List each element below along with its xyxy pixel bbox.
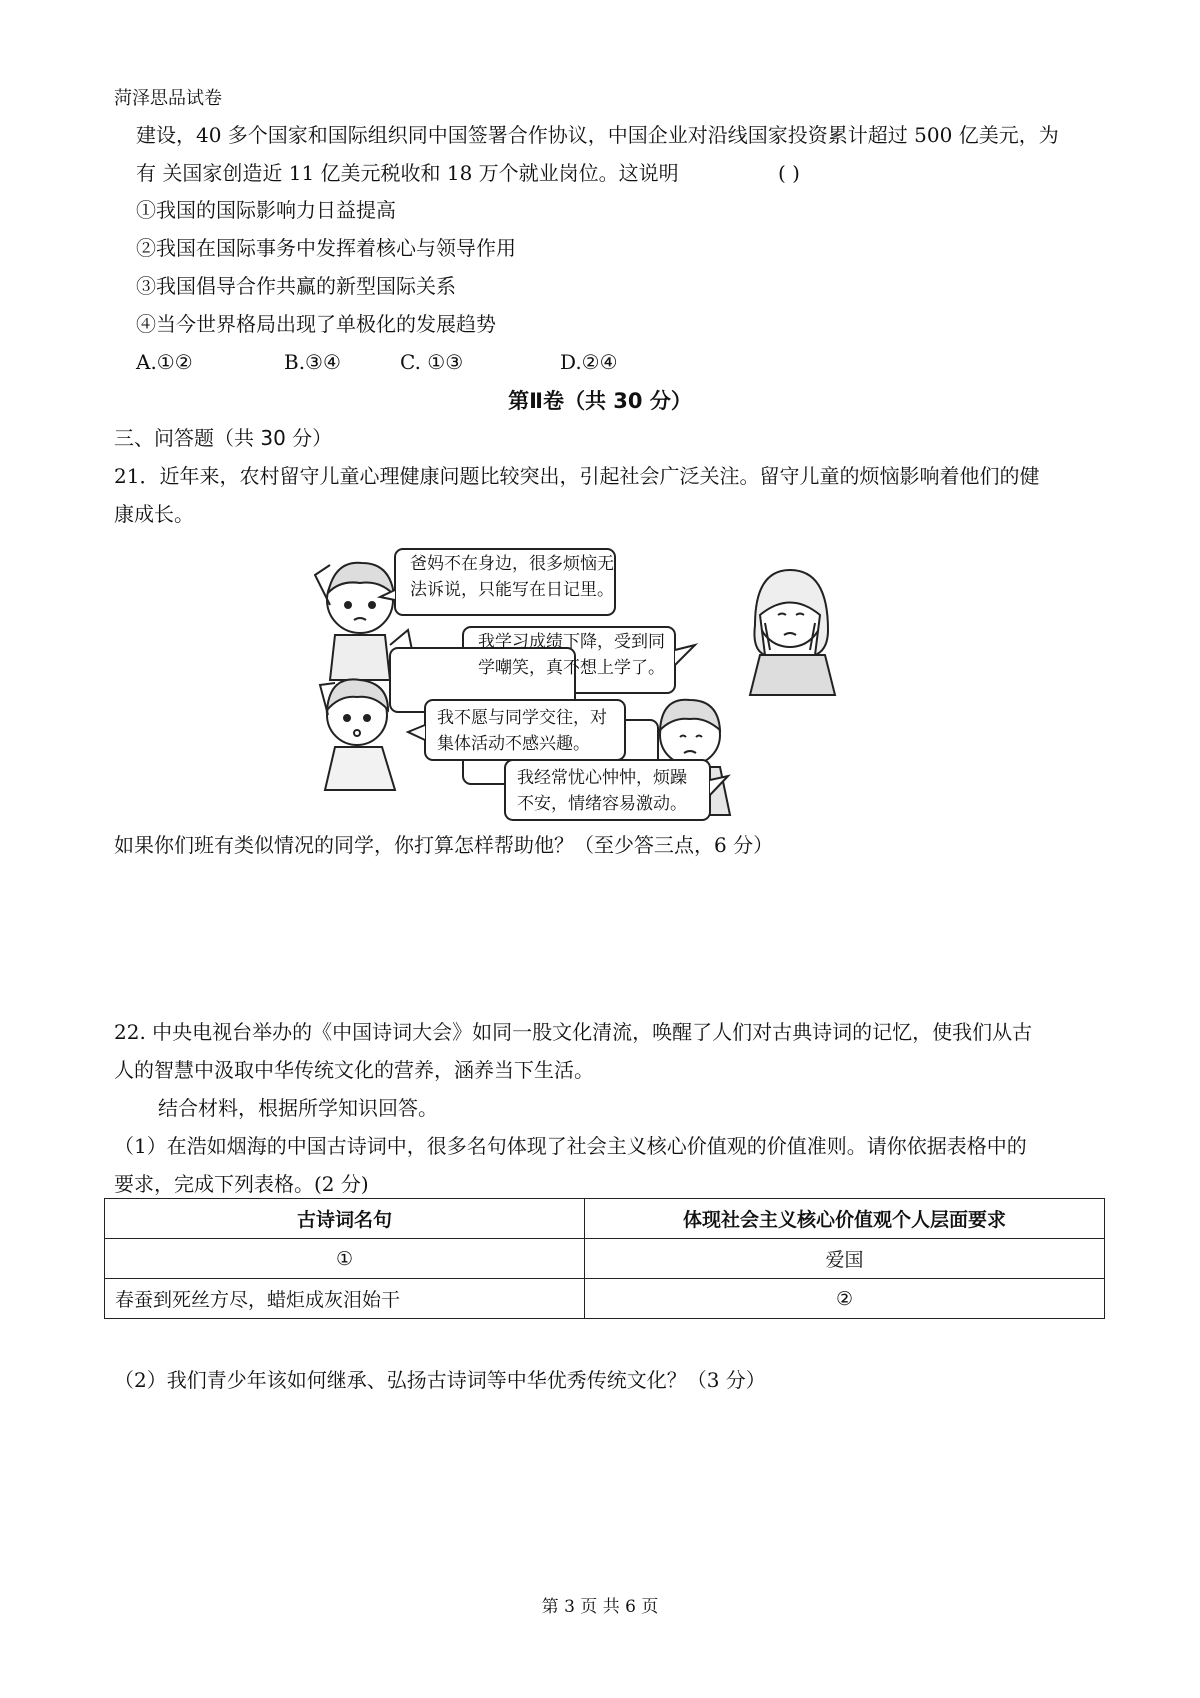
q20-text-line1: 建设，40 多个国家和国际组织同中国签署合作协议，中国企业对沿线国家投资累计超过 500 亿美元，为 [136,123,1059,147]
q22-sub1-line2: 要求，完成下列表格。(2 分) [114,1172,369,1196]
q21-text-line2: 康成长。 [114,502,194,526]
q20-option-4: ④当今世界格局出现了单极化的发展趋势 [136,312,496,336]
speech-bubble-2-line1: 我学习成绩下降，受到同 [478,632,665,652]
table-row [105,1279,1105,1319]
q20-option-1: ①我国的国际影响力日益提高 [136,198,396,222]
q20-option-3: ③我国倡导合作共赢的新型国际关系 [136,274,456,298]
answer-table [104,1198,1105,1319]
q22-instruction: 结合材料，根据所学知识回答。 [158,1096,438,1120]
q20-choice-a: A.①② [136,350,193,374]
document-header: 菏泽思品试卷 [114,88,222,109]
speech-bubble-4-line1: 我经常忧心忡忡，烦躁 [517,768,687,788]
q22-text-line2: 人的智慧中汲取中华传统文化的营养，涵养当下生活。 [114,1058,594,1082]
q20-choice-b: B.③④ [284,350,341,374]
speech-bubble-1-line2: 法诉说，只能写在日记里。 [410,580,614,600]
table-header-row [105,1199,1105,1239]
q21-text-line1: 21．近年来，农村留守儿童心理健康问题比较突出，引起社会广泛关注。留守儿童的烦恼影响着他们的健 [114,464,1040,488]
speech-bubble-2-line2: 学嘲笑，真不想上学了。 [478,658,665,678]
page-footer: 第 3 页 共 6 页 [541,1597,659,1617]
q21-question: 如果你们班有类似情况的同学，你打算怎样帮助他？（至少答三点，6 分） [114,833,774,857]
q22-text-line1: 22. 中央电视台举办的《中国诗词大会》如同一股文化清流，唤醒了人们对古典诗词的记忆，使我们从古 [114,1020,1033,1044]
table-cell: ② [585,1279,1105,1319]
table-cell: 爱国 [585,1239,1105,1279]
q20-option-2: ②我国在国际事务中发挥着核心与领导作用 [136,236,516,260]
table-cell: ① [105,1239,585,1279]
section-heading: 三、问答题（共 30 分） [114,426,333,450]
table-row [105,1239,1105,1279]
child-figure-2 [750,570,835,695]
speech-bubble-3-line2: 集体活动不感兴趣。 [437,734,590,754]
answer-parentheses: ( ) [778,161,800,185]
q20-text-line2: 有 关国家创造近 11 亿美元税收和 18 万个就业岗位。这说明 [136,161,679,185]
speech-bubble-4-line2: 不安，情绪容易激动。 [517,794,687,814]
q22-sub2: （2）我们青少年该如何继承、弘扬古诗词等中华优秀传统文化？（3 分） [114,1368,766,1392]
q22-sub1-line1: （1）在浩如烟海的中国古诗词中，很多名句体现了社会主义核心价值观的价值准则。请你依据表格中的 [114,1134,1027,1158]
speech-bubble-3-line1: 我不愿与同学交往，对 [437,708,607,728]
table-header: 体现社会主义核心价值观个人层面要求 [585,1199,1105,1239]
q20-choice-c: C. ①③ [400,350,464,374]
q20-choice-d: D.②④ [560,350,618,374]
table-header: 古诗词名句 [105,1199,585,1239]
speech-bubble-1-line1: 爸妈不在身边，很多烦恼无 [410,554,614,574]
part-title: 第Ⅱ卷（共 30 分） [508,389,692,413]
table-cell: 春蚕到死丝方尽，蜡炬成灰泪始干 [105,1279,585,1319]
